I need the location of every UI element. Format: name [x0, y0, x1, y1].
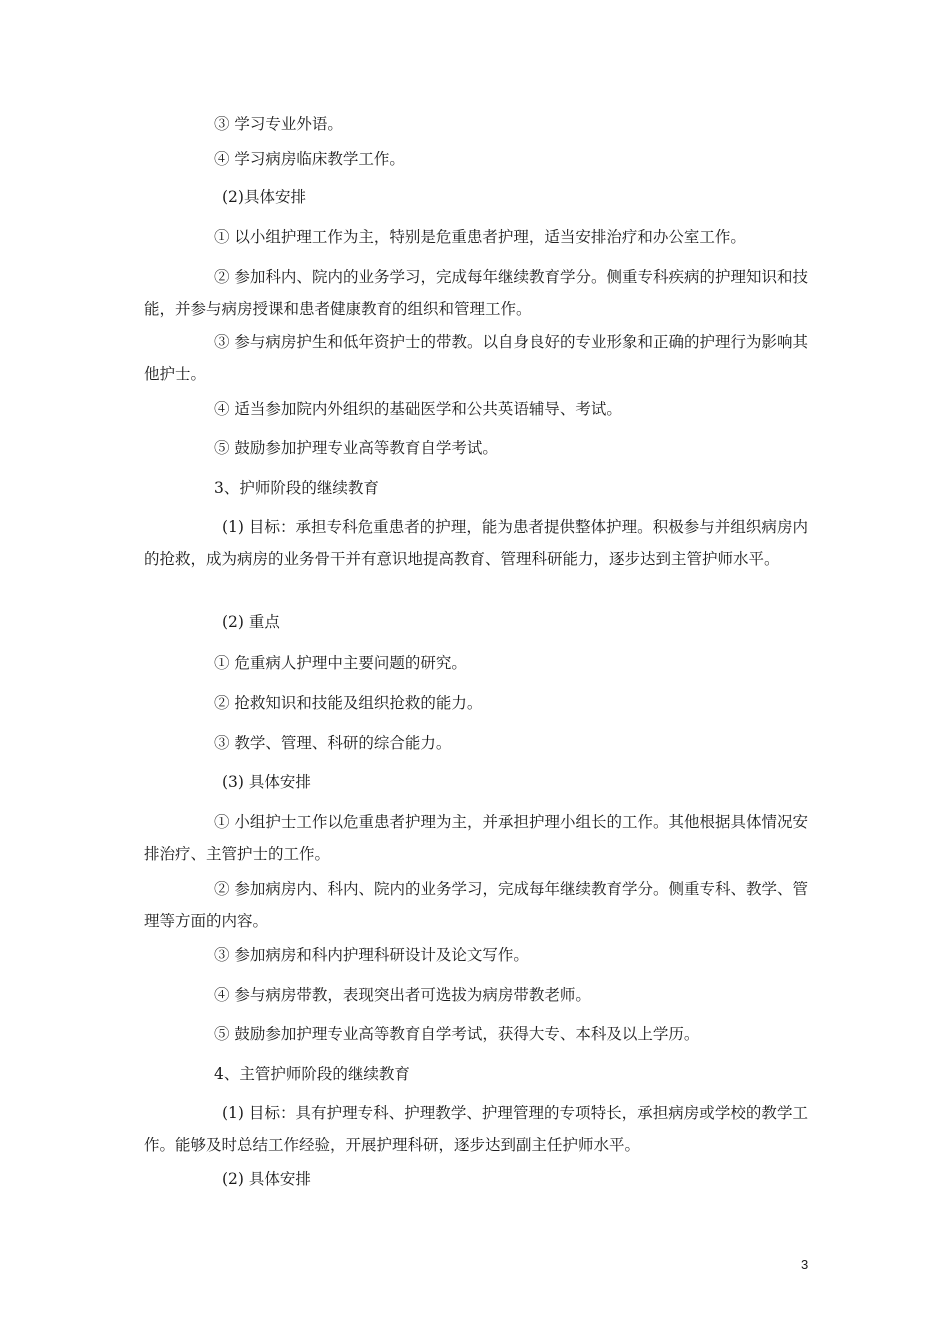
list-item: ③ 参加病房和科内护理科研设计及论文写作。 — [214, 946, 529, 964]
list-item: ③ 学习专业外语。 — [214, 115, 343, 133]
section-heading: (2) 具体安排 — [222, 1170, 311, 1188]
list-item: ② 抢救知识和技能及组织抢救的能力。 — [214, 694, 483, 712]
list-item: ③ 教学、管理、科研的综合能力。 — [214, 734, 452, 752]
list-item: ① 危重病人护理中主要问题的研究。 — [214, 654, 467, 672]
list-item: ⑤ 鼓励参加护理专业高等教育自学考试，获得大专、本科及以上学历。 — [214, 1025, 700, 1043]
paragraph: ② 参加病房内、科内、院内的业务学习，完成每年继续教育学分。侧重专科、教学、管理等方面的内容。 — [144, 880, 808, 930]
paragraph: ③ 参与病房护生和低年资护士的带教。以自身良好的专业形象和正确的护理行为影响其他护士。 — [144, 333, 808, 383]
paragraph: (1) 目标：承担专科危重患者的护理，能为患者提供整体护理。积极参与并组织病房内的抢救，成为病房的业务骨干并有意识地提高教育、管理科研能力，逐步达到主管护师水平。 — [144, 518, 808, 568]
paragraph: (1) 目标：具有护理专科、护理教学、护理管理的专项特长，承担病房或学校的教学工作。能够及时总结工作经验，开展护理科研，逐步达到副主任护师水平。 — [144, 1104, 808, 1154]
section-heading: 4、主管护师阶段的继续教育 — [214, 1065, 410, 1083]
section-heading: (2)具体安排 — [222, 188, 306, 206]
section-heading: (3) 具体安排 — [222, 773, 311, 791]
paragraph: ② 参加科内、院内的业务学习，完成每年继续教育学分。侧重专科疾病的护理知识和技能，并参与病房授课和患者健康教育的组织和管理工作。 — [144, 268, 808, 318]
list-item: ④ 参与病房带教，表现突出者可选拔为病房带教老师。 — [214, 986, 591, 1004]
list-item: ④ 学习病房临床教学工作。 — [214, 150, 405, 168]
section-heading: (2) 重点 — [222, 613, 280, 631]
section-heading: 3、护师阶段的继续教育 — [214, 479, 379, 497]
list-item: ⑤ 鼓励参加护理专业高等教育自学考试。 — [214, 439, 498, 457]
page-number: 3 — [801, 1257, 809, 1272]
paragraph: ① 小组护士工作以危重患者护理为主，并承担护理小组长的工作。其他根据具体情况安排治疗、主管护士的工作。 — [144, 813, 808, 863]
list-item: ④ 适当参加院内外组织的基础医学和公共英语辅导、考试。 — [214, 400, 622, 418]
list-item: ① 以小组护理工作为主，特别是危重患者护理，适当安排治疗和办公室工作。 — [214, 228, 746, 246]
